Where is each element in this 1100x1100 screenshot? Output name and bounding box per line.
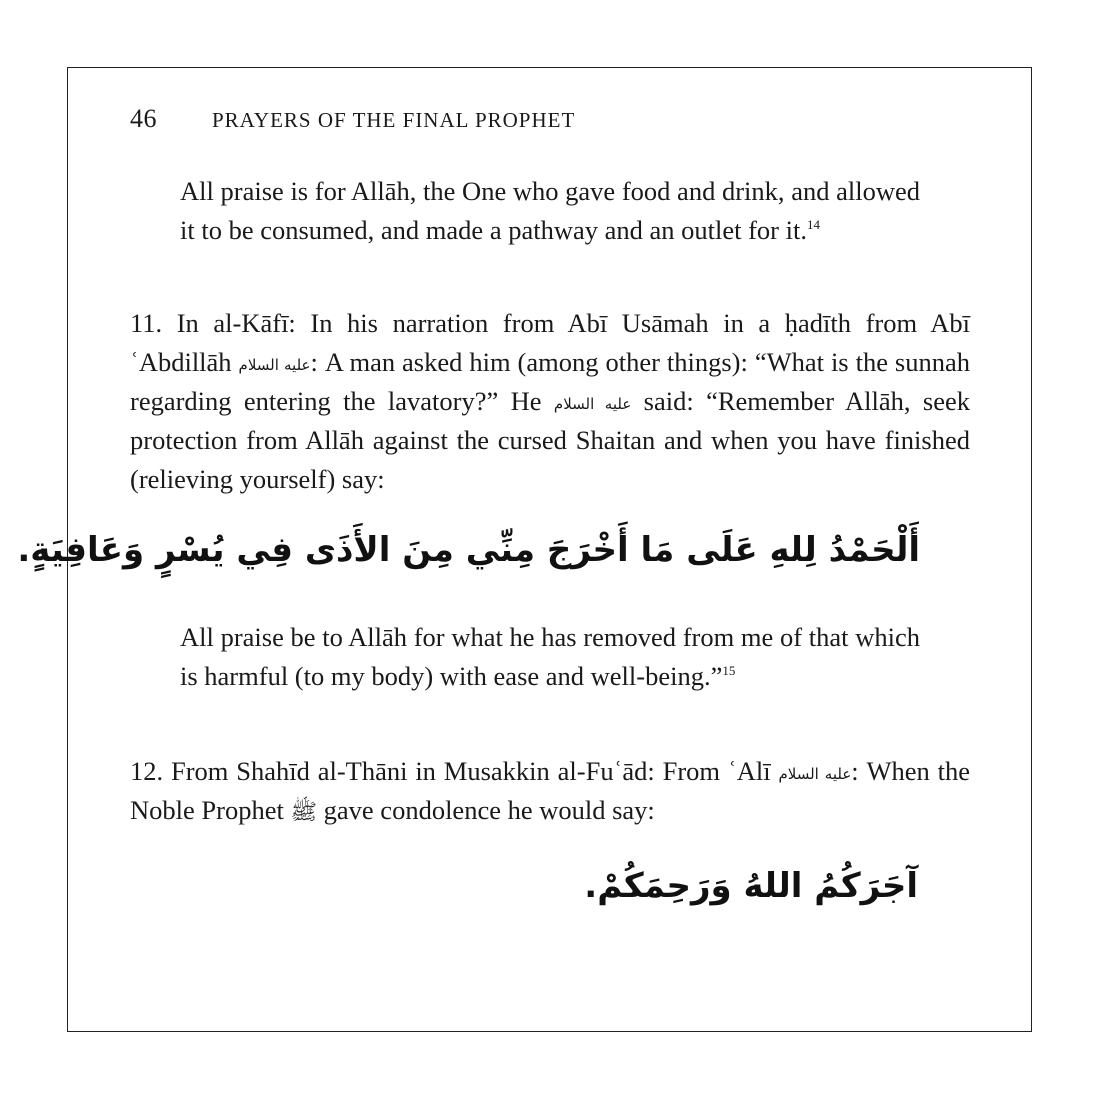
narration-text: : When the Noble Prophet xyxy=(130,756,971,825)
translation-block-11 xyxy=(180,618,920,696)
running-head xyxy=(130,104,575,134)
narration-12 xyxy=(130,752,970,830)
footnote-marker: 15 xyxy=(722,663,736,679)
book-title: PRAYERS OF THE FINAL PROPHET xyxy=(212,108,576,132)
narration-text: 12. From Shahīd al-Thāni in Musakkin al-Fuʿād: From ʿAlī xyxy=(130,756,779,786)
arabic-supplication-11: أَلْحَمْدُ لِلهِ عَلَى مَا أَخْرَجَ مِنِّي مِنَ الأَذَى فِي يُسْرٍ وَعَافِيَةٍ. xyxy=(17,530,920,570)
honorific-icon: عليه السلام xyxy=(238,355,311,374)
honorific-icon: عليه السلام xyxy=(553,394,632,413)
narration-11 xyxy=(130,304,970,499)
honorific-icon: عليه السلام xyxy=(778,764,852,783)
honorific-prophet-icon: ﷺ xyxy=(290,799,318,825)
narration-text: said: “Remember Allāh, seek protection from Allāh against the cursed Shaitan and when you have finished (relieving yourself) say: xyxy=(130,386,971,494)
translation-block-1 xyxy=(180,172,920,250)
narration-text: : A man asked him (among other things): “What is the sunnah regarding entering the lavatory?” He xyxy=(130,347,970,416)
translation-text: All praise be to Allāh for what he has removed from me of that which is harmful (to my body) with ease and well-being.” xyxy=(180,622,920,691)
footnote-marker: 14 xyxy=(806,217,820,233)
narration-text: 11. In al-Kāfī: In his narration from Abī Usāmah in a ḥadīth from Abī ʿAbdillāh xyxy=(130,308,970,377)
page-number: 46 xyxy=(130,104,157,133)
arabic-supplication-12: آجَرَكُمُ اللهُ وَرَحِمَكُمْ. xyxy=(584,866,918,906)
translation-text: All praise is for Allāh, the One who gave food and drink, and allowed it to be consumed, and made a pathway and an outlet for it. xyxy=(180,176,920,245)
narration-text: gave condolence he would say: xyxy=(317,795,655,825)
